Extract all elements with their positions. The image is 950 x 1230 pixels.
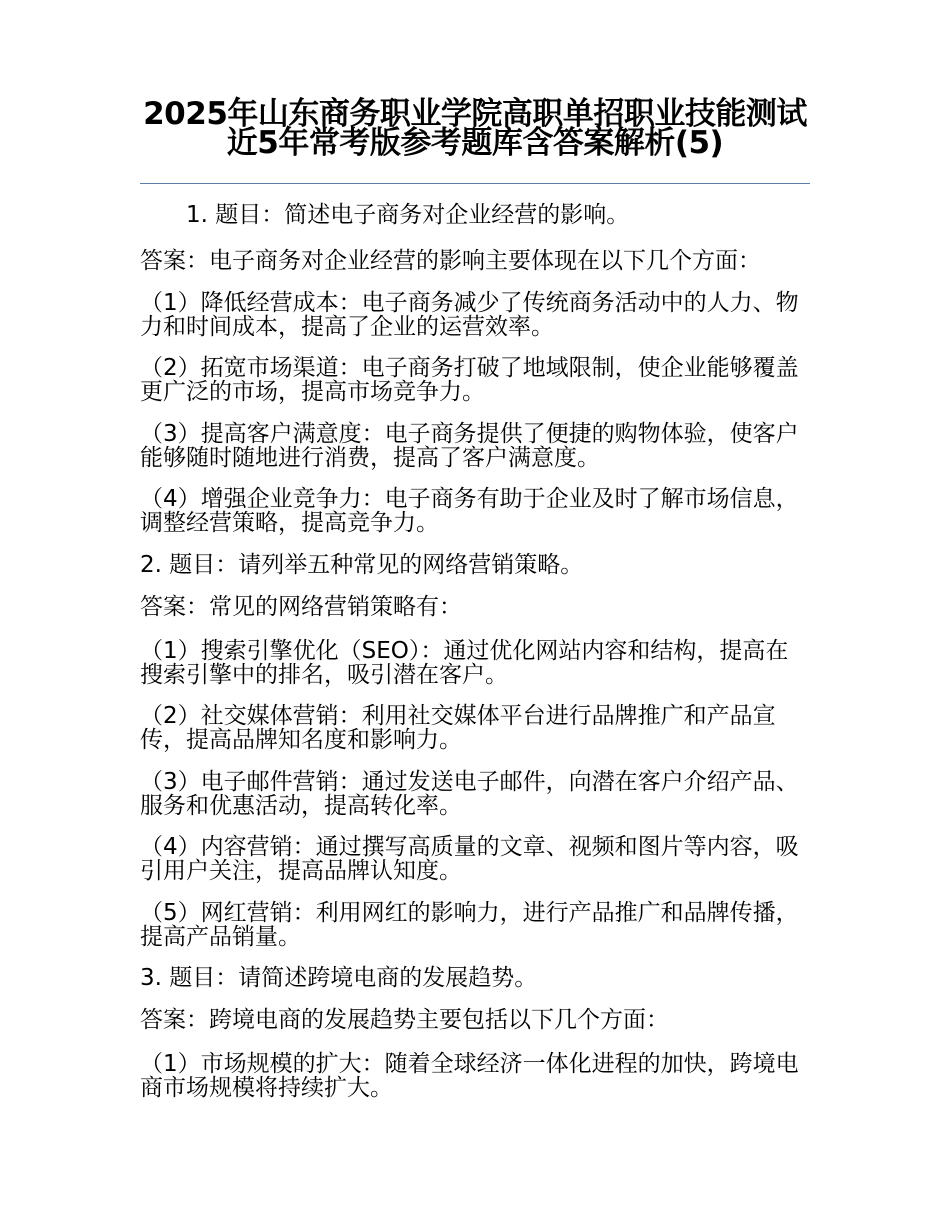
question-1: 1. 题目：简述电子商务对企业经营的影响。 — [186, 202, 630, 228]
question-3: 3. 题目：请简述跨境电商的发展趋势。 — [140, 965, 538, 991]
answer-3-intro: 答案：跨境电商的发展趋势主要包括以下几个方面： — [140, 1007, 669, 1033]
answer-2-item-4: （4）内容营销：通过撰写高质量的文章、视频和图片等内容，吸引用户关注，提高品牌认知度。 — [140, 834, 799, 884]
answer-2-item-1: （1）搜索引擎优化（SEO）：通过优化网站内容和结构，提高在搜索引擎中的排名，吸引潜在客户。 — [140, 638, 789, 688]
document-title: 2025年山东商务职业学院高职单招职业技能测试近5年常考版参考题库含答案解析(5) — [143, 96, 807, 161]
answer-1-item-3: （3）提高客户满意度：电子商务提供了便捷的购物体验，使客户能够随时随地进行消费，提高了客户满意度。 — [140, 421, 799, 471]
answer-2-item-5: （5）网红营销：利用网红的影响力，进行产品推广和品牌传播，提高产品销量。 — [140, 900, 799, 950]
answer-2-item-2: （2）社交媒体营销：利用社交媒体平台进行品牌推广和产品宣传，提高品牌知名度和影响力。 — [140, 703, 776, 753]
answer-1-item-2: （2）拓宽市场渠道：电子商务打破了地域限制，使企业能够覆盖更广泛的市场，提高市场竞争力。 — [140, 355, 799, 405]
answer-2-intro: 答案：常见的网络营销策略有： — [140, 594, 462, 620]
answer-2-item-3: （3）电子邮件营销：通过发送电子邮件，向潜在客户介绍产品、服务和优惠活动，提高转化率。 — [140, 769, 799, 819]
answer-1-intro: 答案：电子商务对企业经营的影响主要体现在以下几个方面： — [140, 248, 761, 274]
answer-3-item-1: （1）市场规模的扩大：随着全球经济一体化进程的加快，跨境电商市场规模将持续扩大。 — [140, 1051, 799, 1101]
answer-1-item-4: （4）增强企业竞争力：电子商务有助于企业及时了解市场信息，调整经营策略，提高竞争力。 — [140, 486, 799, 536]
title-divider — [140, 183, 810, 184]
question-2: 2. 题目：请列举五种常见的网络营销策略。 — [140, 552, 584, 578]
answer-1-item-1: （1）降低经营成本：电子商务减少了传统商务活动中的人力、物力和时间成本，提高了企业的运营效率。 — [140, 290, 799, 340]
